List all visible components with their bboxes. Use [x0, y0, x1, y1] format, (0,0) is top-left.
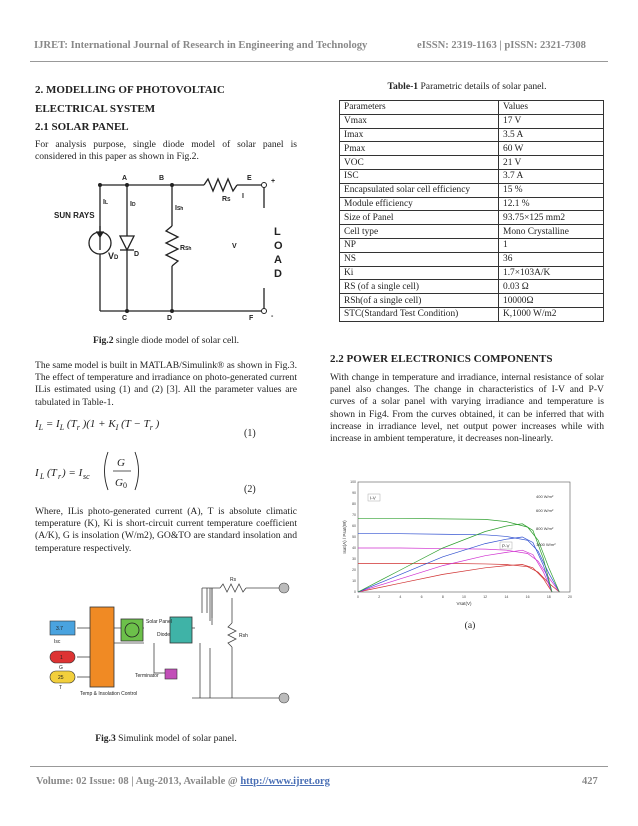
table-row [340, 142, 604, 156]
table-header-cell: Parameters [340, 101, 499, 115]
parameter-name-cell: Cell type [340, 225, 499, 239]
fig3-rs-label: Rs [230, 577, 237, 583]
footer-text [36, 776, 330, 787]
parameter-name-cell: Size of Panel [340, 211, 499, 225]
issn: eISSN: 2319-1163 | pISSN: 2321-7308 [417, 40, 586, 51]
load-letter-l: L [274, 226, 281, 238]
il-label: IL [103, 199, 109, 206]
table-header-cell: Values [499, 101, 604, 115]
fig3-const-t: 25 [58, 675, 64, 681]
parameter-value-cell: 36 [499, 252, 604, 266]
header-rule [30, 61, 608, 62]
parameter-value-cell: 15 % [499, 183, 604, 197]
x-axis-label: Vsat(V) [456, 601, 472, 606]
section-title-line-1: 2. MODELLING OF PHOTOVOLTAIC [35, 84, 225, 96]
load-letter-o: O [274, 240, 283, 252]
sun-rays-label: SUN RAYS [54, 211, 95, 220]
section-title-line-2: ELECTRICAL SYSTEM [35, 103, 156, 115]
x-tick-label: 2 [378, 595, 381, 599]
fig3-rsh-label: Rsh [239, 633, 248, 639]
pv-label: P-V [502, 543, 510, 549]
fig2-circuit [42, 168, 292, 323]
node-f: F [249, 315, 254, 322]
parameter-value-cell: 93.75×125 mm2 [499, 211, 604, 225]
fig2-caption [35, 335, 297, 347]
svg-text:) = I: ) = I [62, 467, 83, 479]
y-axis-label: Isat(A) / Psat(W) [342, 520, 347, 554]
equation-2-number: (2) [244, 484, 256, 495]
svg-text:sc: sc [83, 472, 90, 481]
fig3-terminator-label: Terminator [135, 673, 159, 679]
y-tick-label: 100 [350, 480, 356, 484]
y-tick-label: 90 [352, 491, 356, 495]
table-row [340, 225, 604, 239]
fig4-label: (a) [464, 620, 476, 631]
parameter-name-cell: NS [340, 252, 499, 266]
y-tick-label: 60 [352, 524, 356, 528]
fig3-t-label: T [59, 685, 63, 691]
legend-label: 600 W/m² [536, 508, 554, 513]
legend-label: 400 W/m² [536, 494, 554, 499]
parameter-value-cell: 3.5 A [499, 128, 604, 142]
table-row [340, 128, 604, 142]
rsh-label: RSh [180, 245, 192, 252]
v-label: V [232, 243, 237, 250]
parameter-value-cell: 1 [499, 238, 604, 252]
table-row [340, 294, 604, 308]
footer-volume: Volume: 02 Issue: 08 | Aug-2013, Available @ [36, 776, 241, 787]
table-row [340, 211, 604, 225]
svg-text:I: I [35, 467, 39, 479]
left-column [35, 83, 297, 163]
fig3-isc-label: Isc [54, 639, 61, 645]
x-tick-label: 16 [525, 595, 530, 599]
fig3-simulink [42, 573, 297, 723]
footer-link[interactable]: http://www.ijret.org [240, 776, 330, 787]
parameters-table [339, 100, 604, 322]
x-tick-label: 10 [462, 595, 466, 599]
load-letter-d: D [274, 268, 282, 280]
svg-text:(T: (T [47, 467, 57, 479]
table-row [340, 156, 604, 170]
right-body [330, 352, 604, 445]
node-a: A [122, 175, 128, 182]
parameter-value-cell: 3.7 A [499, 169, 604, 183]
left-body-3 [35, 506, 297, 555]
parameter-value-cell: 12.1 % [499, 197, 604, 211]
x-tick-label: 4 [399, 595, 402, 599]
fig3-const-g: 1 [60, 655, 63, 661]
parameter-name-cell: STC(Standard Test Condition) [340, 307, 499, 321]
journal-header [34, 40, 604, 51]
paragraph-4: With change in temperature and irradiance, internal resistance of solar panel also changes. The change in characteristics of I-V and P-V curves of a solar panel with varying irradiance and temperature is shown in Fig4. From the curves obtained, it can be inferred that with increase in irradiance level, net output power increases while with increase in ambient temperature, it decreases non-linearly. [330, 372, 604, 445]
fig3-g-label: G [59, 665, 63, 671]
table-row [340, 280, 604, 294]
paragraph-2: The same model is built in MATLAB/Simulink® as shown in Fig.3. The effect of temperature and irradiance on photo-generated current ILis estimated using (1) and (2) [3]. All the parameter values are tabulated in Table-1. [35, 360, 297, 408]
y-tick-label: 0 [354, 590, 356, 594]
y-tick-label: 80 [352, 502, 356, 506]
equation-1-number: (1) [244, 428, 256, 439]
parameter-name-cell: Module efficiency [340, 197, 499, 211]
node-e: E [247, 175, 252, 182]
svg-text:L: L [40, 472, 45, 481]
y-tick-label: 40 [352, 546, 356, 550]
fig3-temp-block-label: Temp & Insolation Control [80, 691, 138, 697]
parameter-name-cell: RS (of a single cell) [340, 280, 499, 294]
y-tick-label: 10 [352, 579, 356, 583]
table-caption [330, 81, 604, 93]
table-caption-label: Table-1 [387, 81, 419, 92]
fig3-diode-label: Diode [157, 632, 171, 638]
table-row [340, 183, 604, 197]
ish-label: ISh [175, 205, 184, 212]
parameter-name-cell: Vmax [340, 114, 499, 128]
parameter-name-cell: Encapsulated solar cell efficiency [340, 183, 499, 197]
svg-text:r: r [58, 472, 62, 481]
table-row [340, 114, 604, 128]
parameter-value-cell: 60 W [499, 142, 604, 156]
table-header-row [340, 101, 604, 115]
parameter-value-cell: Mono Crystalline [499, 225, 604, 239]
subsection-title: 2.1 SOLAR PANEL [35, 121, 129, 133]
equation-1: $I_L = I_L$ ($T_r$ )($1 + K_I$ ($T - T_r$ ) [35, 418, 160, 433]
y-tick-label: 50 [352, 535, 356, 539]
node-b: B [159, 175, 165, 182]
fig3-label: Fig.3 [95, 733, 116, 744]
plus-sign: + [271, 178, 276, 185]
parameter-name-cell: Ki [340, 266, 499, 280]
footer-rule [30, 766, 608, 767]
table-row [340, 238, 604, 252]
journal-title: IJRET: International Journal of Research in Engineering and Technology [34, 40, 368, 51]
parameter-name-cell: RSh(of a single cell) [340, 294, 499, 308]
parameter-value-cell: 17 V [499, 114, 604, 128]
rs-label: RS [222, 196, 231, 203]
parameter-value-cell: 0.03 Ω [499, 280, 604, 294]
legend-label: 1000 W/m² [536, 542, 556, 547]
node-c: C [122, 315, 128, 322]
parameter-name-cell: NP [340, 238, 499, 252]
x-tick-label: 0 [357, 595, 359, 599]
iv-label: I-V [370, 495, 376, 501]
node-d: D [167, 315, 173, 322]
left-body-2 [35, 360, 297, 409]
table-row [340, 169, 604, 183]
page-number: 427 [582, 776, 598, 787]
parameter-name-cell: Pmax [340, 142, 499, 156]
equation-2 [35, 450, 145, 492]
x-tick-label: 12 [483, 595, 488, 599]
x-tick-label: 14 [504, 595, 509, 599]
paragraph-3: Where, ILis photo-generated current (A), T is absolute climatic temperature (K), Ki is short-circuit current temperature coefficient (A/K), G is insolation (W/m2), GO&TO are standard insolation and temperature respectively. [35, 506, 297, 554]
table-row [340, 197, 604, 211]
fig3-caption-text: Simulink model of solar panel. [115, 733, 237, 744]
id-label: ID [130, 201, 136, 208]
parameter-value-cell: 10000Ω [499, 294, 604, 308]
y-tick-label: 30 [352, 557, 356, 561]
parameter-value-cell: 21 V [499, 156, 604, 170]
d-label: D [134, 251, 140, 258]
table-row [340, 266, 604, 280]
legend-label: 800 W/m² [536, 526, 554, 531]
paragraph-1: For analysis purpose, single diode model of solar panel is considered in this paper as shown in Fig.2. [35, 139, 297, 163]
fig3-const-isc: 3.7 [56, 626, 63, 632]
fig4-chart [340, 474, 590, 614]
parameter-name-cell: ISC [340, 169, 499, 183]
svg-text:0: 0 [123, 481, 127, 490]
x-tick-label: 6 [420, 595, 423, 599]
parameter-value-cell: K,1000 W/m2 [499, 307, 604, 321]
x-tick-label: 20 [568, 595, 572, 599]
parameter-name-cell: VOC [340, 156, 499, 170]
x-tick-label: 18 [546, 595, 551, 599]
parameter-value-cell: 1.7×103A/K [499, 266, 604, 280]
table-caption-text: Parametric details of solar panel. [418, 81, 547, 92]
y-tick-label: 70 [352, 513, 356, 517]
svg-text:G: G [115, 477, 123, 489]
vd-label: VD [108, 251, 119, 261]
parameter-name-cell: Imax [340, 128, 499, 142]
subsection-title-2: 2.2 POWER ELECTRONICS COMPONENTS [330, 353, 553, 365]
i-label: I [242, 193, 244, 200]
fig2-caption-text: single diode model of solar cell. [113, 335, 240, 346]
minus-sign: - [271, 313, 274, 320]
load-letter-a: A [274, 254, 282, 266]
y-tick-label: 20 [352, 568, 356, 572]
table-row [340, 307, 604, 321]
svg-text:G: G [117, 457, 125, 469]
fig3-solar-panel-label: Solar Panel [146, 619, 172, 625]
fig2-label: Fig.2 [92, 335, 114, 346]
table-row [340, 252, 604, 266]
x-tick-label: 8 [441, 595, 444, 599]
fig3-caption [35, 733, 297, 745]
